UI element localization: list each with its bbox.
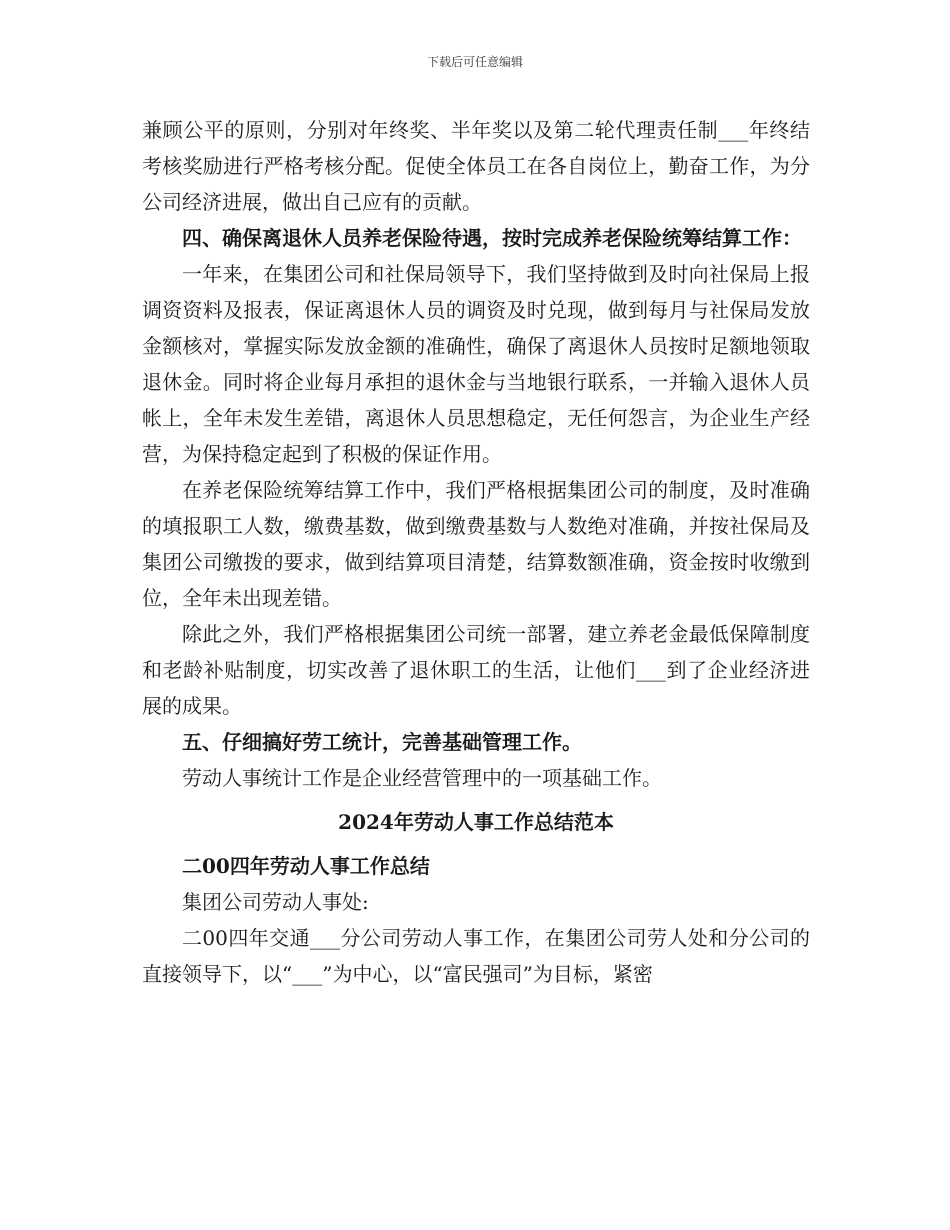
paragraph-statistics-intro: 劳动人事统计工作是企业经营管理中的一项基础工作。 bbox=[182, 766, 662, 790]
paragraph-pension-payment: 一年来，在集团公司和社保局领导下，我们坚持做到及时向社保局上报调资资料及报表，保证离退休人员的调资及时兑现，做到每月与社保局发放金额核对，掌握实际发放金额的准确性，确保了离退休人员按时足额地领取退休金。同时将企业每月承担的退休金与当地银行联系，一并输入退休人员帐上，全年未发生差错，离退休人员思想稳定，无任何怨言，为企业生产经营，为保持稳定起到了积极的保证作用。 bbox=[142, 262, 810, 466]
paragraph-pension-settlement: 在养老保险统筹结算工作中，我们严格根据集团公司的制度，及时准确的填报职工人数，缴费基数，做到缴费基数与人数绝对准确，并按社保局及集团公司缴拨的要求，做到结算项目清楚，结算数额准确，资金按时收缴到位，全年未出现差错。 bbox=[142, 478, 810, 610]
paragraph-addressee: 集团公司劳动人事处: bbox=[182, 890, 369, 914]
document-subtitle: 二00四年劳动人事工作总结 bbox=[182, 854, 430, 878]
paragraph-award-distribution: 兼顾公平的原则，分别对年终奖、半年奖以及第二轮代理责任制___年终结考核奖励进行严格考核分配。促使全体员工在各自岗位上，勤奋工作，为分公司经济进展，做出自己应有的贡献。 bbox=[142, 118, 810, 214]
document-title: 2024年劳动人事工作总结范本 bbox=[338, 810, 614, 834]
paragraph-minimum-guarantee: 除此之外，我们严格根据集团公司统一部署，建立养老金最低保障制度和老龄补贴制度，切实改善了退休职工的生活，让他们___到了企业经济进展的成果。 bbox=[142, 622, 810, 718]
paragraph-summary-opening: 二00四年交通___分公司劳动人事工作，在集团公司劳人处和分公司的直接领导下，以“___”为中心，以“富民强司”为目标，紧密 bbox=[142, 926, 810, 986]
page-header-note: 下载后可任意编辑 bbox=[426, 55, 523, 69]
document-body bbox=[142, 112, 810, 992]
section-heading-5: 五、仔细搞好劳工统计，完善基础管理工作。 bbox=[182, 730, 582, 754]
section-heading-4: 四、确保离退休人员养老保险待遇，按时完成养老保险统筹结算工作： bbox=[182, 226, 802, 250]
